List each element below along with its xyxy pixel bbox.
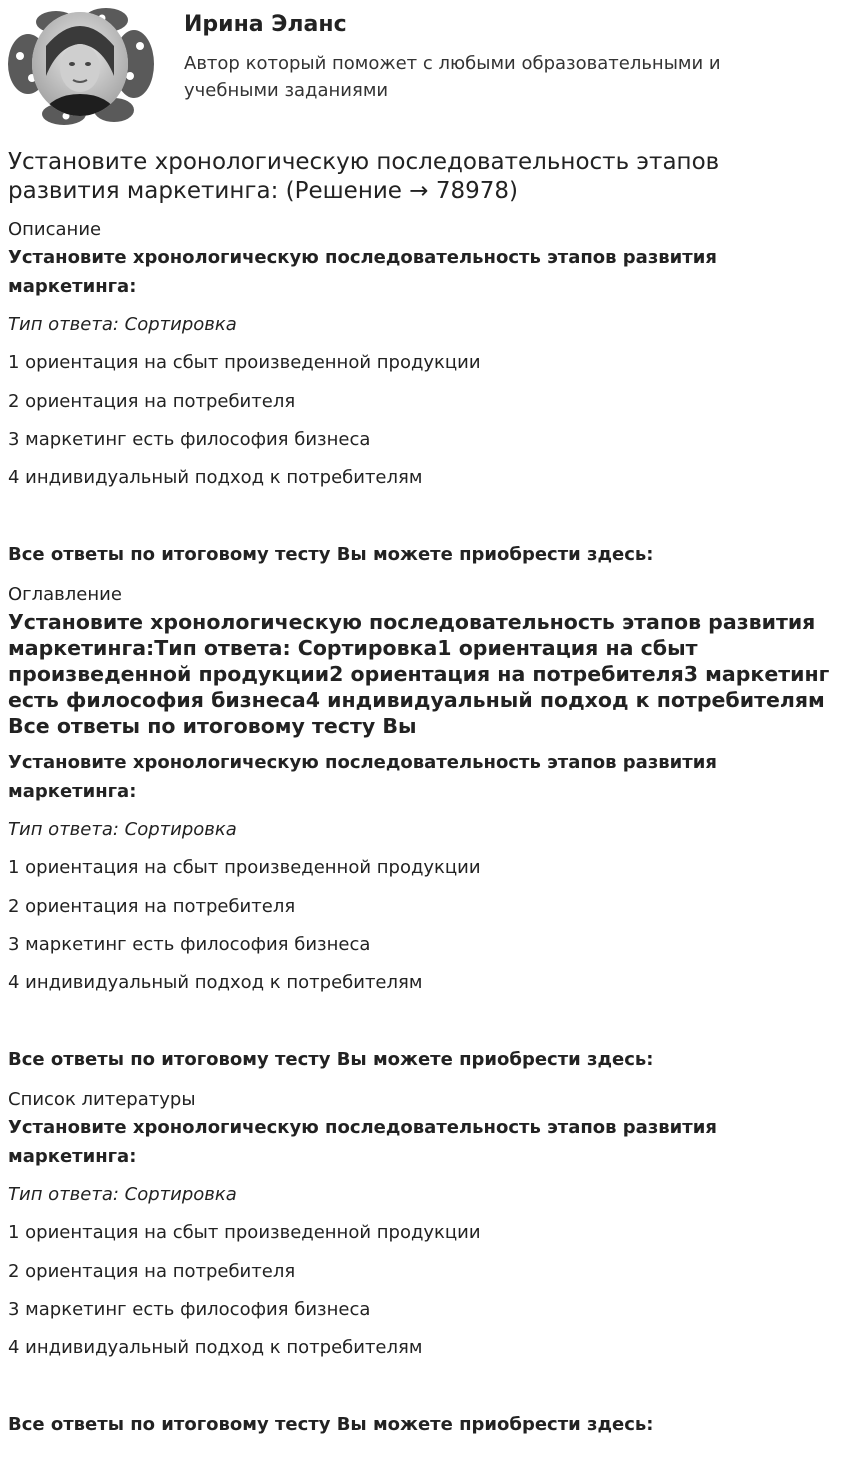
option-item: 1 ориентация на сбыт произведенной продукции [8,857,481,878]
author-avatar [6,6,154,126]
buy-answers-text: Все ответы по итоговому тесту Вы можете приобрести здесь: [8,1414,654,1435]
option-item: 3 маркетинг есть философия бизнеса [8,934,371,955]
option-item: 4 индивидуальный подход к потребителям [8,1337,423,1358]
option-item: 2 ориентация на потребителя [8,1261,296,1282]
option-item: 3 маркетинг есть философия бизнеса [8,429,371,450]
section-label-contents: Оглавление [8,584,122,605]
buy-answers-text: Все ответы по итоговому тесту Вы можете приобрести здесь: [8,544,654,565]
author-description: Автор который поможет с любыми образовательными и учебными заданиями [184,53,721,101]
answer-type: Тип ответа: Сортировка [8,819,237,840]
author-name: Ирина Эланс [184,12,347,37]
answer-type: Тип ответа: Сортировка [8,1184,237,1205]
question-heading: Установите хронологическую последовательность этапов развития маркетинга: [8,1117,717,1167]
page-title: Установите хронологическую последовательность этапов развития маркетинга: (Решение → 78978) [8,149,720,204]
author-card [0,0,847,130]
section-label-references: Список литературы [8,1089,196,1110]
option-item: 2 ориентация на потребителя [8,391,296,412]
option-item: 4 индивидуальный подход к потребителям [8,972,423,993]
buy-answers-text: Все ответы по итоговому тесту Вы можете приобрести здесь: [8,1049,654,1070]
option-item: 1 ориентация на сбыт произведенной продукции [8,1222,481,1243]
contents-summary: Установите хронологическую последовательность этапов развития маркетинга:Тип ответа: Сортировка1 ориентация на сбыт произведенной продукции2 ориентация на потребителя3 маркетинг есть философия бизнеса4 индивидуальный подход к потребителям Все ответы по итоговому тесту Вы [8,610,830,738]
option-item: 2 ориентация на потребителя [8,896,296,917]
option-item: 4 индивидуальный подход к потребителям [8,467,423,488]
option-item: 3 маркетинг есть философия бизнеса [8,1299,371,1320]
option-item: 1 ориентация на сбыт произведенной продукции [8,352,481,373]
question-heading: Установите хронологическую последовательность этапов развития маркетинга: [8,752,717,802]
answer-type: Тип ответа: Сортировка [8,314,237,335]
section-label-description: Описание [8,219,102,240]
question-heading: Установите хронологическую последовательность этапов развития маркетинга: [8,247,717,297]
